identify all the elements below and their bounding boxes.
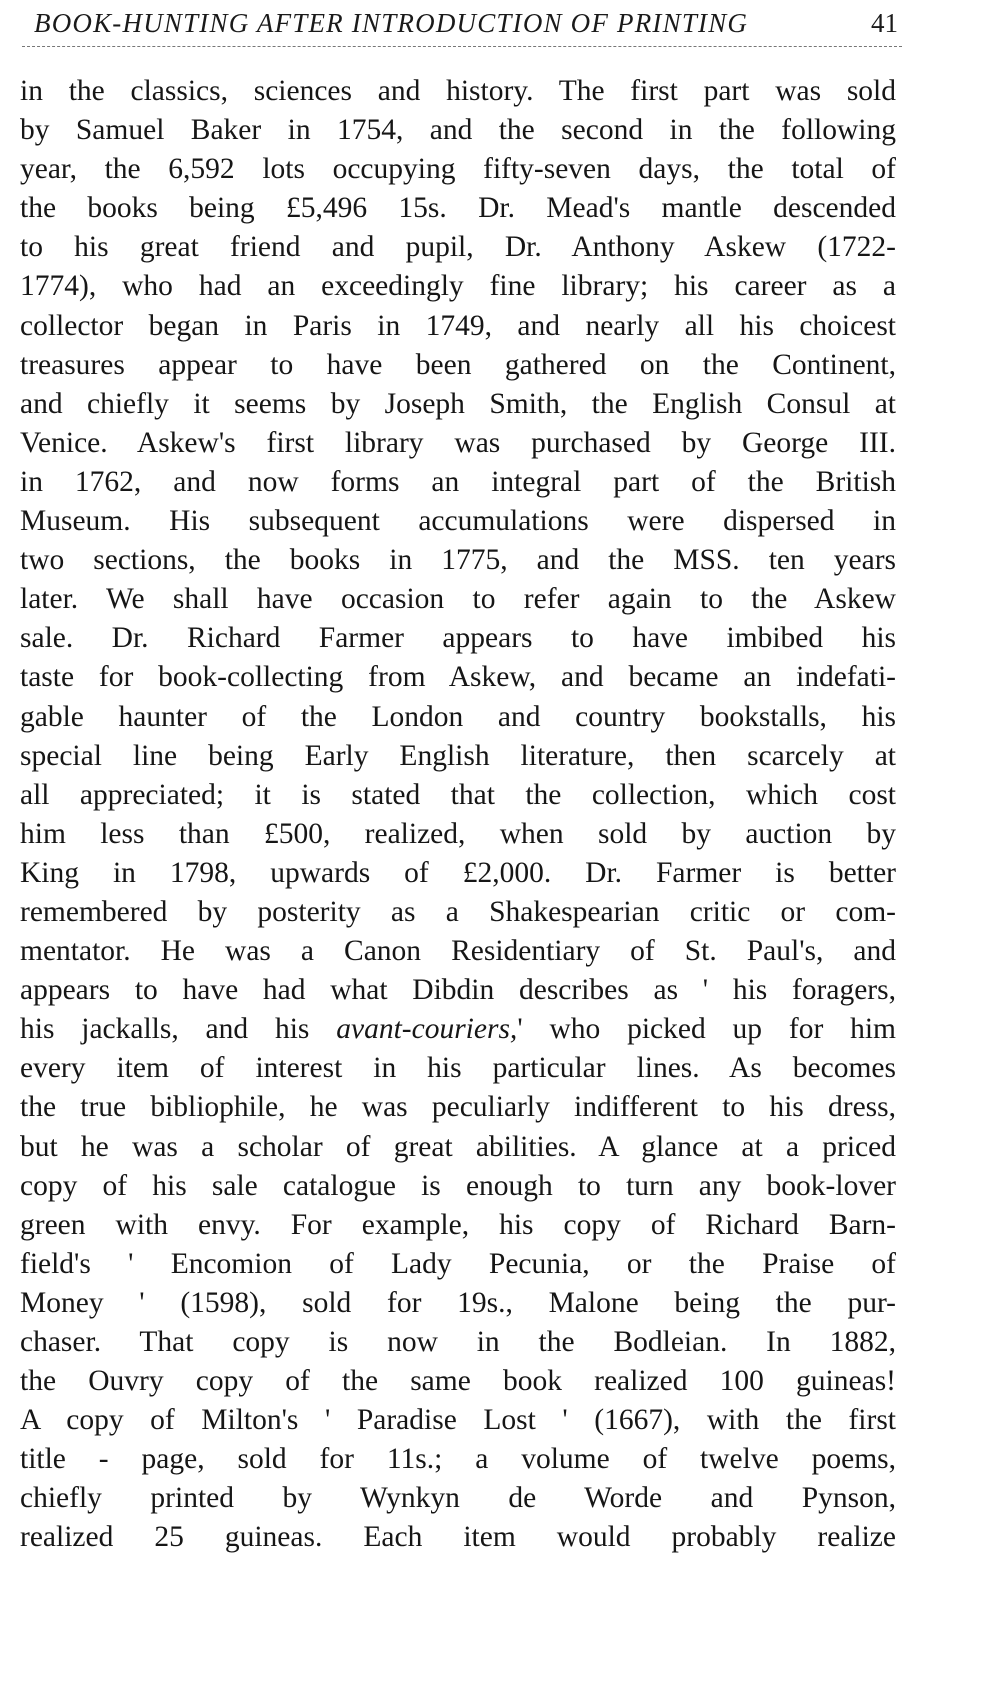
text-line: mentator. He was a Canon Residentiary of St. Paul's, and: [20, 935, 896, 968]
text-line: Money ' (1598), sold for 19s., Malone being the pur-: [20, 1286, 896, 1319]
text-line: Venice. Askew's first library was purchased by George III.: [20, 426, 896, 459]
text-line: him less than £500, realized, when sold by auction by: [20, 817, 896, 850]
text-line: but he was a scholar of great abilities. A glance at a priced: [20, 1130, 896, 1163]
text-line: Museum. His subsequent accumulations were dispersed in: [20, 505, 896, 538]
text-line: the true bibliophile, he was peculiarly indifferent to his dress,: [20, 1091, 896, 1124]
text-line: realized 25 guineas. Each item would probably realize: [20, 1521, 896, 1554]
text-line: chiefly printed by Wynkyn de Worde and Pynson,: [20, 1482, 896, 1515]
text-span: ' who picked up for him: [517, 1013, 896, 1046]
text-line: to his great friend and pupil, Dr. Anthony Askew (1722-: [20, 231, 896, 264]
text-line: in 1762, and now forms an integral part of the British: [20, 465, 896, 498]
text-line: field's ' Encomion of Lady Pecunia, or the Praise of: [20, 1247, 896, 1280]
text-line: in the classics, sciences and history. The first part was sold: [20, 75, 896, 107]
header-rule: [22, 46, 902, 47]
text-line: year, the 6,592 lots occupying fifty-seven days, the total of: [20, 153, 896, 186]
text-line: 1774), who had an exceedingly fine library; his career as a: [20, 270, 896, 303]
text-line: A copy of Milton's ' Paradise Lost ' (1667), with the first: [20, 1404, 896, 1437]
running-head: [22, 6, 902, 44]
italic-phrase: avant-couriers,: [336, 1013, 518, 1046]
text-line: later. We shall have occasion to refer again to the Askew: [20, 583, 896, 616]
text-line: two sections, the books in 1775, and the MSS. ten years: [20, 544, 896, 577]
text-line: the Ouvry copy of the same book realized 100 guineas!: [20, 1365, 896, 1398]
text-line-with-italic: [20, 1010, 896, 1049]
text-line: title - page, sold for 11s.; a volume of twelve poems,: [20, 1443, 896, 1476]
page-number: 41: [871, 8, 898, 38]
text-line: taste for book-collecting from Askew, and became an indefati-: [20, 661, 896, 694]
text-line: every item of interest in his particular lines. As becomes: [20, 1052, 896, 1085]
text-line: chaser. That copy is now in the Bodleian. In 1882,: [20, 1326, 896, 1358]
text-line: the books being £5,496 15s. Dr. Mead's mantle descended: [20, 192, 896, 225]
body-text: [20, 72, 896, 1558]
text-line: remembered by posterity as a Shakespearian critic or com-: [20, 895, 896, 928]
text-line: all appreciated; it is stated that the collection, which cost: [20, 778, 896, 811]
text-span: his jackalls, and his: [20, 1013, 337, 1046]
text-line: King in 1798, upwards of £2,000. Dr. Farmer is better: [20, 856, 896, 889]
running-title: BOOK-HUNTING AFTER INTRODUCTION OF PRINTING: [34, 8, 749, 38]
text-line: treasures appear to have been gathered on the Continent,: [20, 348, 896, 381]
text-line: by Samuel Baker in 1754, and the second in the following: [20, 114, 896, 147]
text-line: sale. Dr. Richard Farmer appears to have imbibed his: [20, 622, 896, 655]
text-line: copy of his sale catalogue is enough to turn any book-lover: [20, 1169, 896, 1202]
text-line: and chiefly it seems by Joseph Smith, the English Consul at: [20, 387, 896, 420]
text-line: collector began in Paris in 1749, and nearly all his choicest: [20, 309, 896, 342]
text-line: green with envy. For example, his copy of Richard Barn-: [20, 1208, 896, 1241]
text-line: gable haunter of the London and country bookstalls, his: [20, 700, 896, 733]
text-line: appears to have had what Dibdin describes as ' his foragers,: [20, 974, 896, 1007]
text-line: special line being Early English literature, then scarcely at: [20, 739, 896, 772]
